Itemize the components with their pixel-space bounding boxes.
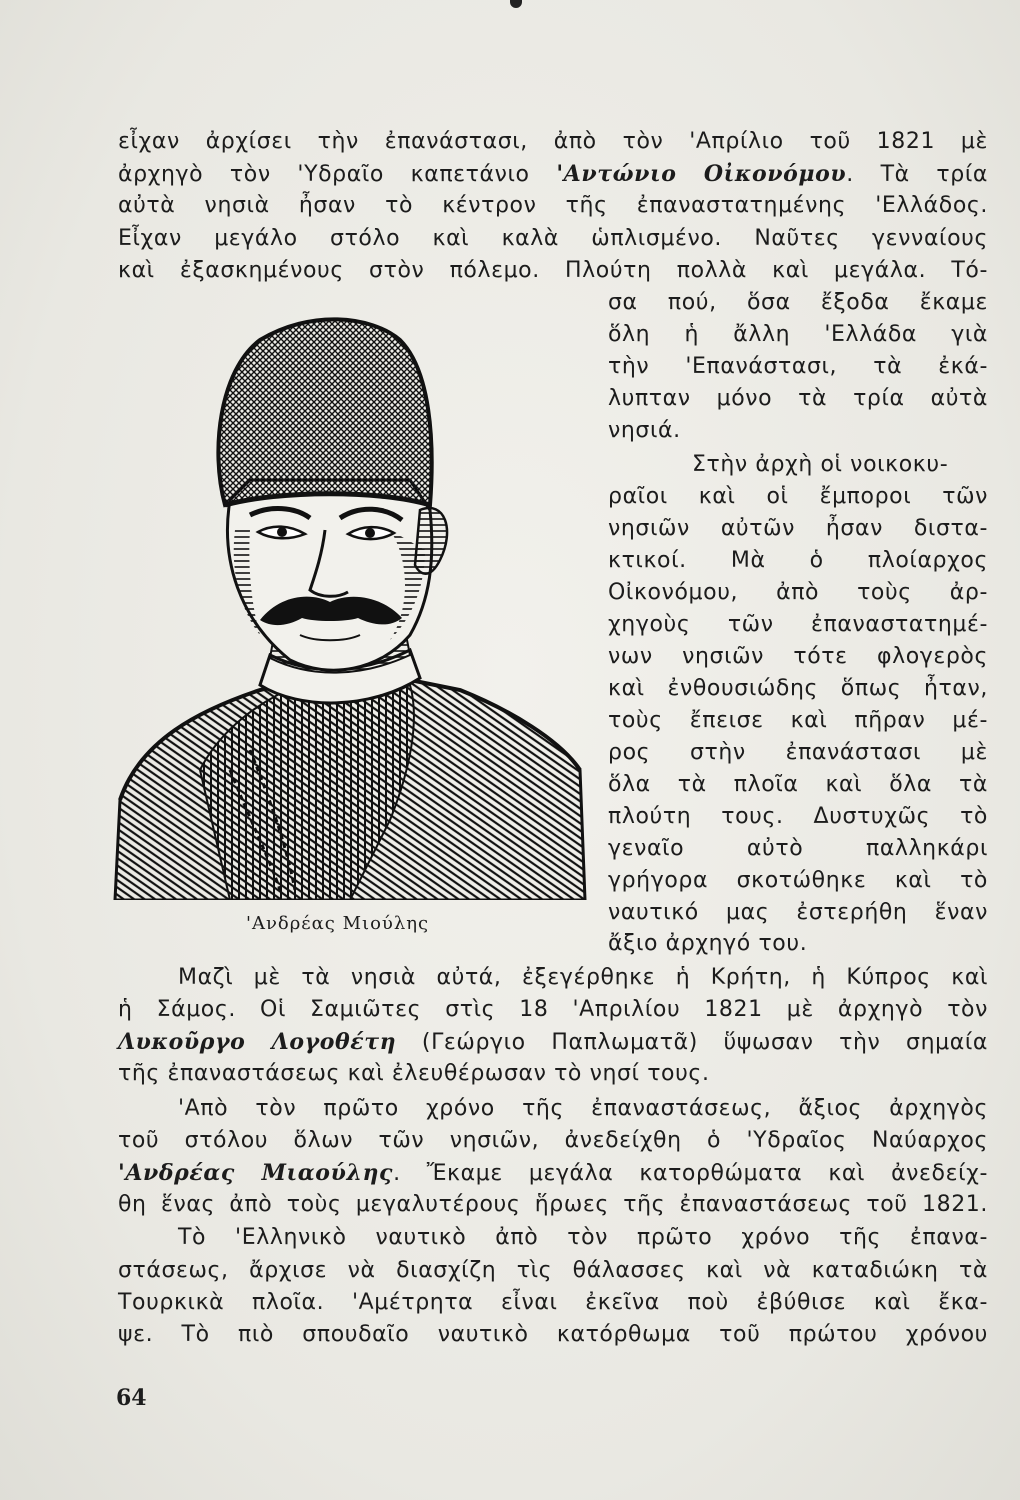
text-line: σα πού, ὅσα ἔξοδα ἔκαμε: [608, 290, 988, 315]
text-line: ἡ Σάμος. Οἱ Σαμιῶτες στὶς 18 'Απριλίου 1821 μὲ ἀρχηγὸ τὸν: [118, 997, 988, 1022]
text-line: [118, 1027, 988, 1058]
binding-mark: [510, 0, 522, 8]
text-line: ρος στὴν ἐπανάστασι μὲ: [608, 740, 988, 765]
text-segment: (Γεώργιο Παπλωματᾶ) ὕψωσαν τὴν σημαία: [396, 1030, 988, 1055]
text-line: Εἶχαν μεγάλο στόλο καὶ καλὰ ὡπλισμένο. Ναῦτες γενναίους: [118, 226, 988, 251]
text-line: καὶ ἐξασκημένους στὸν πόλεμο. Πλούτη πολλὰ καὶ μεγάλα. Τό-: [118, 258, 988, 283]
name-antonio-oikonomou: 'Αντώνιο Οἰκονόμου: [556, 161, 847, 187]
text-segment: ἀρχηγὸ τὸν 'Υδραῖο καπετάνιο: [118, 162, 530, 187]
text-line: Μαζὶ μὲ τὰ νησιὰ αὐτά, ἐξεγέρθηκε ἡ Κρήτη, ἡ Κύπρος καὶ: [178, 965, 988, 990]
text-line: ραῖοι καὶ οἱ ἔμποροι τῶν: [608, 484, 988, 509]
text-line: γρήγορα σκοτώθηκε καὶ τὸ: [608, 868, 988, 893]
text-line: κτικοί. Μὰ ὁ πλοίαρχος: [608, 548, 988, 573]
portrait-illustration: [110, 300, 590, 900]
text-line: νησιά.: [608, 418, 681, 443]
text-line: τῆς ἐπαναστάσεως καὶ ἐλευθέρωσαν τὸ νησί τους.: [118, 1061, 710, 1086]
text-line: Οἰκονόμου, ἀπὸ τοὺς ἀρ-: [608, 580, 988, 605]
text-line: αὐτὰ νησιὰ ἦσαν τὸ κέντρον τῆς ἐπαναστατημένης 'Ελλάδος.: [118, 193, 988, 218]
text-line: θη ἕνας ἀπὸ τοὺς μεγαλυτέρους ἥρωες τῆς ἐπαναστάσεως τοῦ 1821.: [118, 1192, 988, 1217]
text-line: χηγοὺς τῶν ἐπαναστατημέ-: [608, 612, 988, 637]
text-line: τοὺς ἔπεισε καὶ πῆραν μέ-: [608, 708, 988, 733]
text-line: [118, 159, 988, 190]
name-lykourgos-logothetis: Λυκοῦργο Λογοθέτη: [118, 1029, 397, 1055]
text-line: τοῦ στόλου ὅλων τῶν νησιῶν, ἀνεδείχθη ὁ 'Υδραῖος Ναύαρχος: [118, 1128, 988, 1153]
page-number: 64: [116, 1385, 147, 1411]
text-line: [118, 1158, 988, 1189]
text-line: Τὸ 'Ελληνικὸ ναυτικὸ ἀπὸ τὸν πρῶτο χρόνο τῆς ἐπανα-: [178, 1225, 988, 1250]
text-line: λυπταν μόνο τὰ τρία αὐτὰ: [608, 386, 988, 411]
text-line: 'Απὸ τὸν πρῶτο χρόνο τῆς ἐπαναστάσεως, ἄξιος ἀρχηγὸς: [178, 1096, 988, 1121]
text-line: ὅλη ἡ ἄλλη 'Ελλάδα γιὰ: [608, 322, 988, 347]
text-line: στάσεως, ἄρχισε νὰ διασχίζη τὶς θάλασσες καὶ νὰ καταδιώκη τὰ: [118, 1258, 988, 1283]
text-line: ψε. Τὸ πιὸ σπουδαῖο ναυτικὸ κατόρθωμα τοῦ πρώτου χρόνου: [118, 1322, 988, 1347]
name-andreas-miaoulis: 'Ανδρέας Μιαούλης: [118, 1160, 394, 1186]
text-line: καὶ ἐνθουσιώδης ὅπως ἦταν,: [608, 676, 988, 701]
text-segment: . Τὰ τρία: [846, 162, 988, 187]
text-line: ναυτικό μας ἐστερήθη ἕναν: [608, 900, 988, 925]
text-line: ὅλα τὰ πλοῖα καὶ ὅλα τὰ: [608, 772, 988, 797]
text-line: νων νησιῶν τότε φλογερὸς: [608, 644, 988, 669]
text-line: νησιῶν αὐτῶν ἦσαν διστα-: [608, 516, 988, 541]
text-line: ἄξιο ἀρχηγό του.: [608, 931, 808, 956]
text-line: εἶχαν ἀρχίσει τὴν ἐπανάστασι, ἀπὸ τὸν 'Απρίλιο τοῦ 1821 μὲ: [118, 129, 988, 154]
text-line: πλούτη τους. Δυστυχῶς τὸ: [608, 804, 988, 829]
text-line: τὴν 'Επανάστασι, τὰ ἐκά-: [608, 354, 988, 379]
figure-caption: 'Ανδρέας Μιούλης: [246, 913, 430, 934]
text-line: Τουρκικὰ πλοῖα. 'Αμέτρητα εἶναι ἐκεῖνα ποὺ ἐβύθισε καὶ ἔκα-: [118, 1290, 988, 1315]
text-line: Στὴν ἀρχὴ οἱ νοικοκυ-: [692, 452, 949, 477]
text-segment: . Ἔκαμε μεγάλα κατορθώματα καὶ ἀνεδείχ-: [393, 1161, 988, 1186]
text-line: γεναῖο αὐτὸ παλληκάρι: [608, 836, 988, 861]
